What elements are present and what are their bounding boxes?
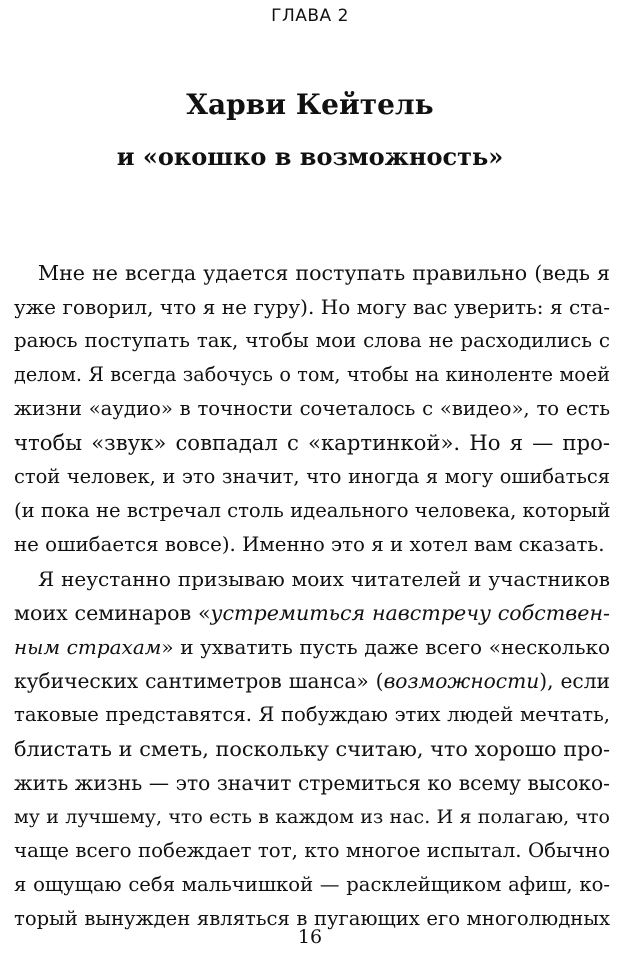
text-line: чтобы «звук» совпадал с «картинкой». Но я — про- [14,430,610,455]
text-line: я ощущаю себя мальчишкой — расклейщиком афиш, ко- [14,873,610,896]
text-line: му и лучшему, что есть в каждом из нас. И я полагаю, что [14,806,610,828]
chapter-title: Харви Кейтель [186,88,434,121]
text-line-with-italic: моих семинаров «устремиться навстречу собствен- [14,601,610,625]
text-line: блистать и сметь, поскольку считаю, что хорошо про- [14,737,610,761]
text-line: раюсь поступать так, чтобы мои слова не расходились с [14,329,610,352]
text-line: не ошибается вовсе). Именно это я и хотел вам сказать. [14,533,605,556]
text-line-with-italic: кубических сантиметров шанса» (возможности), если [14,669,611,693]
page-number: 16 [297,926,323,948]
text-line: Я неустанно призываю моих читателей и участников [38,567,610,591]
text-line: делом. Я всегда забочусь о том, чтобы на киноленте моей [14,363,610,386]
text-line: чаще всего побеждает тот, кто многое испытал. Обычно [14,839,610,862]
text-line: таковые представятся. Я побуждаю этих людей мечтать, [14,703,610,726]
italic-phrase: устремиться навстречу собствен- [210,601,610,625]
text-line: Мне не всегда удается поступать правильно (ведь я [38,261,610,285]
text-line: жить жизнь — это значит стремиться ко всему высоко- [14,771,610,795]
body-text [14,256,610,936]
text-line: уже говорил, что я не гуру). Но могу вас уверить: я ста- [14,295,610,319]
chapter-label: ГЛАВА 2 [271,6,349,26]
text-line: жизни «аудио» в точности сочеталось с «видео», то есть [14,397,610,420]
text-line-with-italic: ным страхам» и ухватить пусть даже всего «несколько [14,635,610,659]
italic-phrase: ным страхам [14,635,162,659]
text-line: стой человек, и это значит, что иногда я могу ошибаться [14,465,610,488]
text-line: торый вынужден являться в пугающих его многолюдных [14,907,610,930]
text-line: (и пока не встречал столь идеального человека, который [14,499,611,522]
chapter-subtitle: и «окошко в возможность» [116,142,504,171]
italic-phrase: возможности [383,669,540,693]
